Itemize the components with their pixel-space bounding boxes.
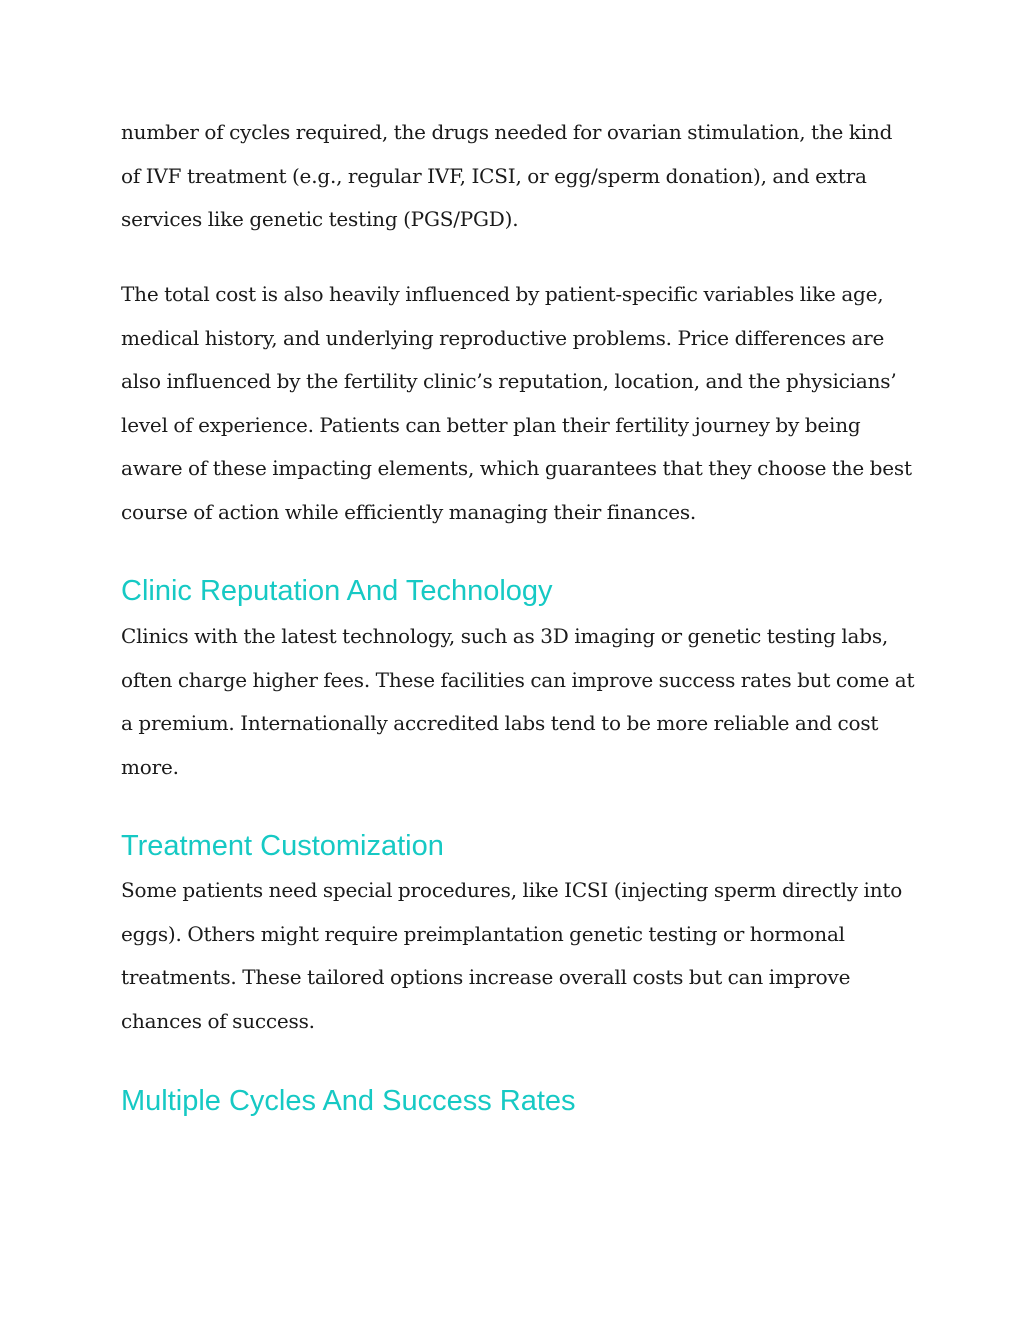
text-line: eggs). Others might require preimplantation genetic testing or hormonal <box>121 921 845 946</box>
paragraph-intro <box>121 111 911 242</box>
text-line: treatments. These tailored options increase overall costs but can improve <box>121 965 851 990</box>
section-heading-treatment-customization: Treatment Customization <box>121 830 444 862</box>
text-line: services like genetic testing (PGS/PGD). <box>121 207 519 232</box>
text-line: Clinics with the latest technology, such as 3D imaging or genetic testing labs, <box>121 624 889 648</box>
text-line: course of action while efficiently managing their finances. <box>121 499 697 524</box>
paragraph-clinic-reputation <box>121 615 915 789</box>
text-line: Some patients need special procedures, like ICSI (injecting sperm directly into <box>121 878 903 902</box>
paragraph-treatment-customization <box>121 869 911 1043</box>
text-line: level of experience. Patients can better plan their fertility journey by being <box>121 412 861 437</box>
text-line: often charge higher fees. These facilities can improve success rates but come at <box>121 667 915 692</box>
text-line: number of cycles required, the drugs needed for ovarian stimulation, the kind <box>121 120 893 144</box>
text-line: The total cost is also heavily influenced by patient-specific variables like age, <box>121 282 884 306</box>
text-line: more. <box>121 754 179 779</box>
text-line: of IVF treatment (e.g., regular IVF, ICSI, or egg/sperm donation), and extra <box>121 163 867 188</box>
text-line: aware of these impacting elements, which guarantees that they choose the best <box>121 456 912 481</box>
text-line: also influenced by the fertility clinic’s reputation, location, and the physicians’ <box>121 369 897 394</box>
text-line: medical history, and underlying reproductive problems. Price differences are <box>121 325 885 350</box>
section-heading-clinic-reputation: Clinic Reputation And Technology <box>121 575 553 607</box>
section-heading-multiple-cycles: Multiple Cycles And Success Rates <box>121 1085 576 1117</box>
text-line: a premium. Internationally accredited labs tend to be more reliable and cost <box>121 711 879 736</box>
text-line: chances of success. <box>121 1008 315 1033</box>
paragraph-cost-factors <box>121 273 911 535</box>
